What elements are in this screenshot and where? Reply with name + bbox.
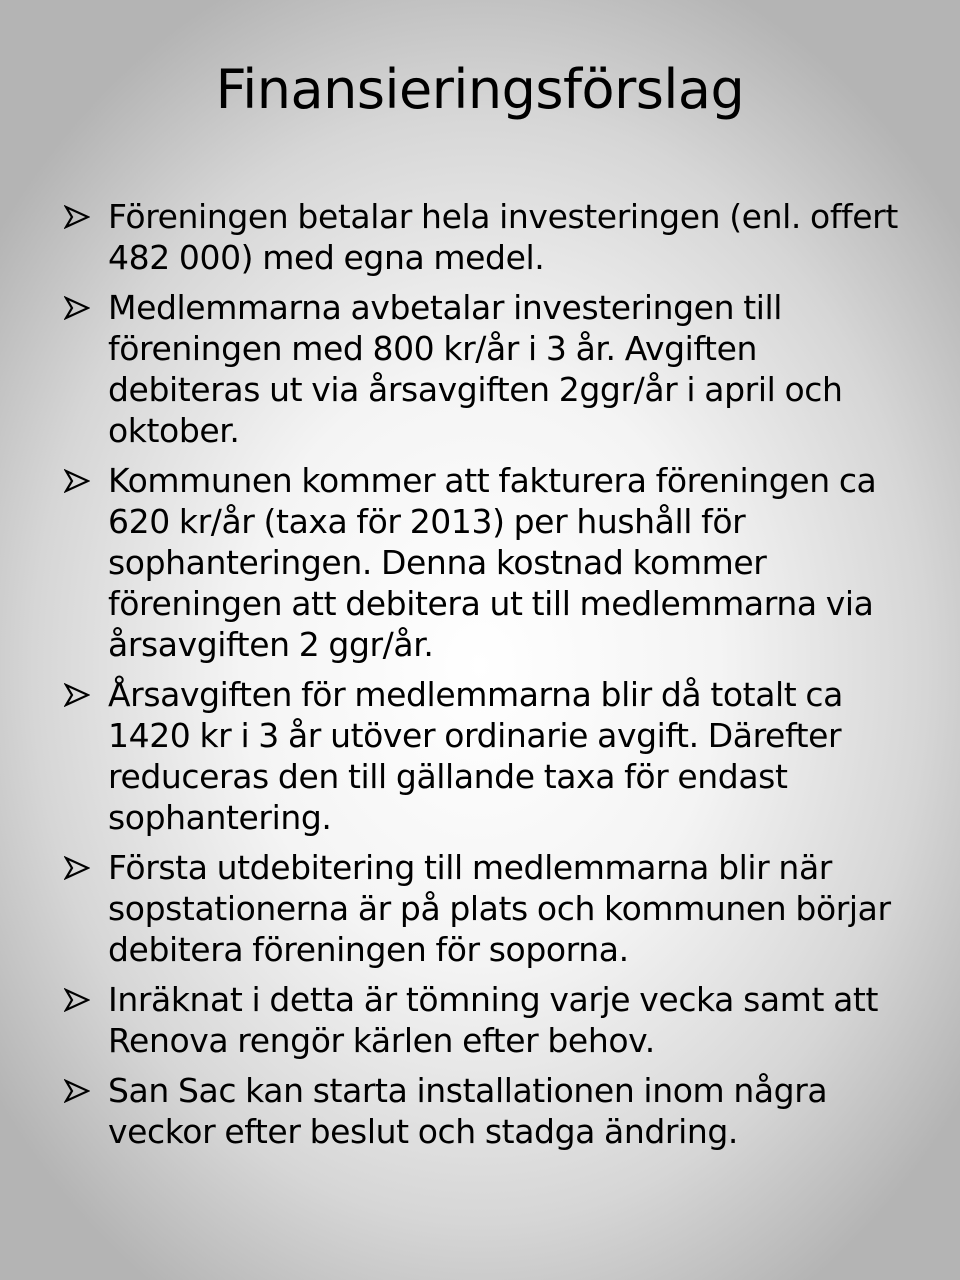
bullet-text: Inräknat i detta är tömning varje vecka samt att Renova rengör kärlen efter behov. (108, 980, 878, 1060)
bullet-text: Kommunen kommer att fakturera föreningen ca 620 kr/år (taxa för 2013) per hushåll för sophanteringen. Denna kostnad kommer föreningen att debitera ut till medlemmarna via årsavgiften 2 ggr/år. (108, 461, 877, 664)
bullet-text: Föreningen betalar hela investeringen (enl. offert 482 000) med egna medel. (108, 197, 898, 277)
bullet-text: San Sac kan starta installationen inom några veckor efter beslut och stadga ändring. (108, 1071, 828, 1151)
slide-title: Finansieringsförslag (215, 58, 745, 121)
bullet-item (64, 979, 904, 1061)
bullet-item (64, 674, 904, 838)
bullet-list (64, 196, 904, 1161)
arrowhead-bullet-icon (64, 196, 108, 237)
arrowhead-bullet-icon (64, 979, 108, 1020)
bullet-item (64, 1070, 904, 1152)
arrowhead-bullet-icon (64, 674, 108, 715)
bullet-item (64, 460, 904, 665)
bullet-text: Första utdebitering till medlemmarna blir när sopstationerna är på plats och kommunen börjar debitera föreningen för soporna. (108, 848, 891, 969)
bullet-item (64, 847, 904, 970)
arrowhead-bullet-icon (64, 1070, 108, 1111)
bullet-text: Medlemmarna avbetalar investeringen till föreningen med 800 kr/år i 3 år. Avgiften debiteras ut via årsavgiften 2ggr/år i april och oktober. (108, 288, 843, 450)
bullet-text: Årsavgiften för medlemmarna blir då totalt ca 1420 kr i 3 år utöver ordinarie avgift. Därefter reduceras den till gällande taxa för endast sophantering. (108, 675, 844, 837)
arrowhead-bullet-icon (64, 847, 108, 888)
bullet-item (64, 287, 904, 451)
arrowhead-bullet-icon (64, 460, 108, 501)
arrowhead-bullet-icon (64, 287, 108, 328)
bullet-item (64, 196, 904, 278)
